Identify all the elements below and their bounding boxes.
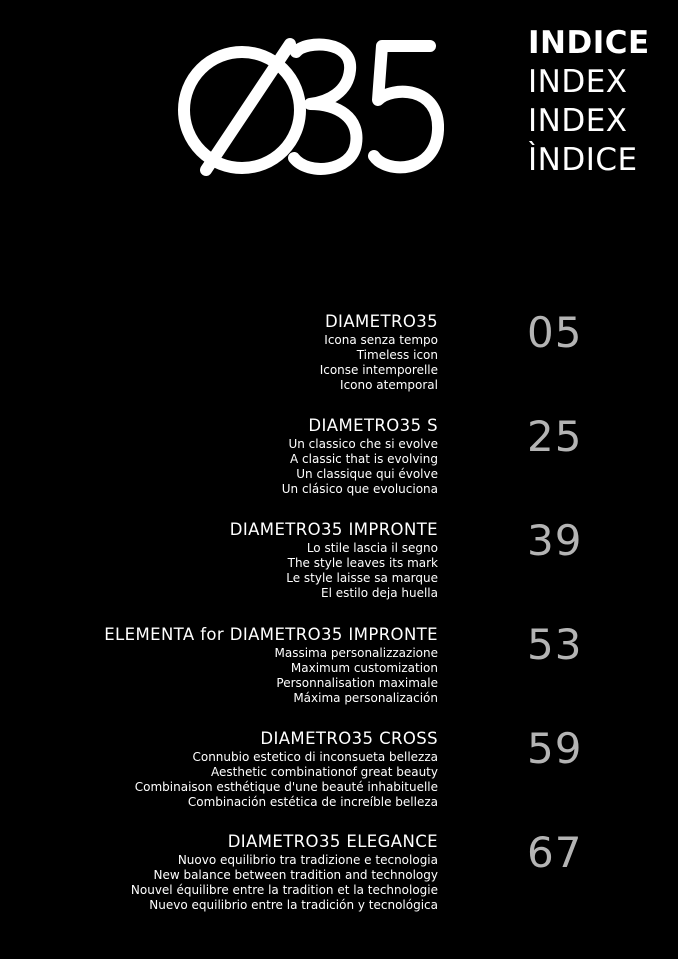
entry-subtitle: A classic that is evolving: [290, 452, 438, 466]
entry-subtitle: Le style laisse sa marque: [286, 571, 438, 585]
toc-entry-elementa[interactable]: [18, 625, 438, 706]
title-en: INDEX: [528, 64, 628, 100]
entry-heading: DIAMETRO35 ELEGANCE: [227, 832, 438, 851]
page-number[interactable]: 67: [527, 828, 583, 877]
entry-subtitle: Icona senza tempo: [324, 333, 438, 347]
toc-entry-diametro35-elegance[interactable]: [18, 832, 438, 913]
page-number[interactable]: 25: [527, 412, 583, 461]
entry-subtitle: Nuevo equilibrio entre la tradición y tecnológica: [149, 898, 438, 912]
entry-subtitle: Nuovo equilibrio tra tradizione e tecnologia: [177, 853, 438, 867]
entry-subtitle: Combinación estética de increíble belleza: [187, 795, 438, 809]
title-fr: INDEX: [528, 103, 628, 139]
toc-entry-diametro35[interactable]: [18, 312, 438, 393]
entry-heading: DIAMETRO35 S: [308, 416, 438, 435]
entry-subtitle: Personnalisation maximale: [276, 676, 438, 690]
toc-entry-diametro35-s[interactable]: [18, 416, 438, 497]
entry-subtitle: Combinaison esthétique d'une beauté inhabituelle: [134, 780, 438, 794]
page-number[interactable]: 39: [527, 516, 583, 565]
toc-entry-diametro35-impronte[interactable]: [18, 520, 438, 601]
page-number[interactable]: 53: [527, 620, 583, 669]
entry-subtitle: Nouvel équilibre entre la tradition et la technologie: [130, 883, 438, 897]
entry-subtitle: Massima personalizzazione: [274, 646, 438, 660]
entry-subtitle: Iconse intemporelle: [319, 363, 438, 377]
page-number[interactable]: 59: [527, 724, 583, 773]
entry-subtitle: Icono atemporal: [340, 378, 438, 392]
title-it: INDICE: [528, 25, 650, 61]
entry-subtitle: Un classique qui évolve: [296, 467, 438, 481]
entry-heading: DIAMETRO35 IMPRONTE: [229, 520, 438, 539]
brand-logo: [178, 30, 444, 180]
index-titles: [528, 24, 668, 180]
entry-subtitle: El estilo deja huella: [320, 586, 438, 600]
entry-subtitle: Maximum customization: [290, 661, 438, 675]
entry-subtitle: Aesthetic combinationof great beauty: [211, 765, 438, 779]
toc-entry-diametro35-cross[interactable]: [18, 729, 438, 810]
entry-heading: DIAMETRO35: [324, 312, 438, 331]
entry-heading: DIAMETRO35 CROSS: [260, 729, 438, 748]
entry-heading: ELEMENTA for DIAMETRO35 IMPRONTE: [104, 625, 438, 644]
entry-subtitle: Timeless icon: [356, 348, 438, 362]
entry-subtitle: The style leaves its mark: [287, 556, 438, 570]
entry-subtitle: Lo stile lascia il segno: [306, 541, 438, 555]
entry-subtitle: New balance between tradition and technology: [153, 868, 438, 882]
entry-subtitle: Un clásico que evoluciona: [281, 482, 438, 496]
entry-subtitle: Máxima personalización: [293, 691, 438, 705]
entry-subtitle: Connubio estetico di inconsueta bellezza: [192, 750, 438, 764]
page-number[interactable]: 05: [527, 308, 583, 357]
entry-subtitle: Un classico che si evolve: [288, 437, 438, 451]
title-es: ÌNDICE: [528, 142, 638, 178]
